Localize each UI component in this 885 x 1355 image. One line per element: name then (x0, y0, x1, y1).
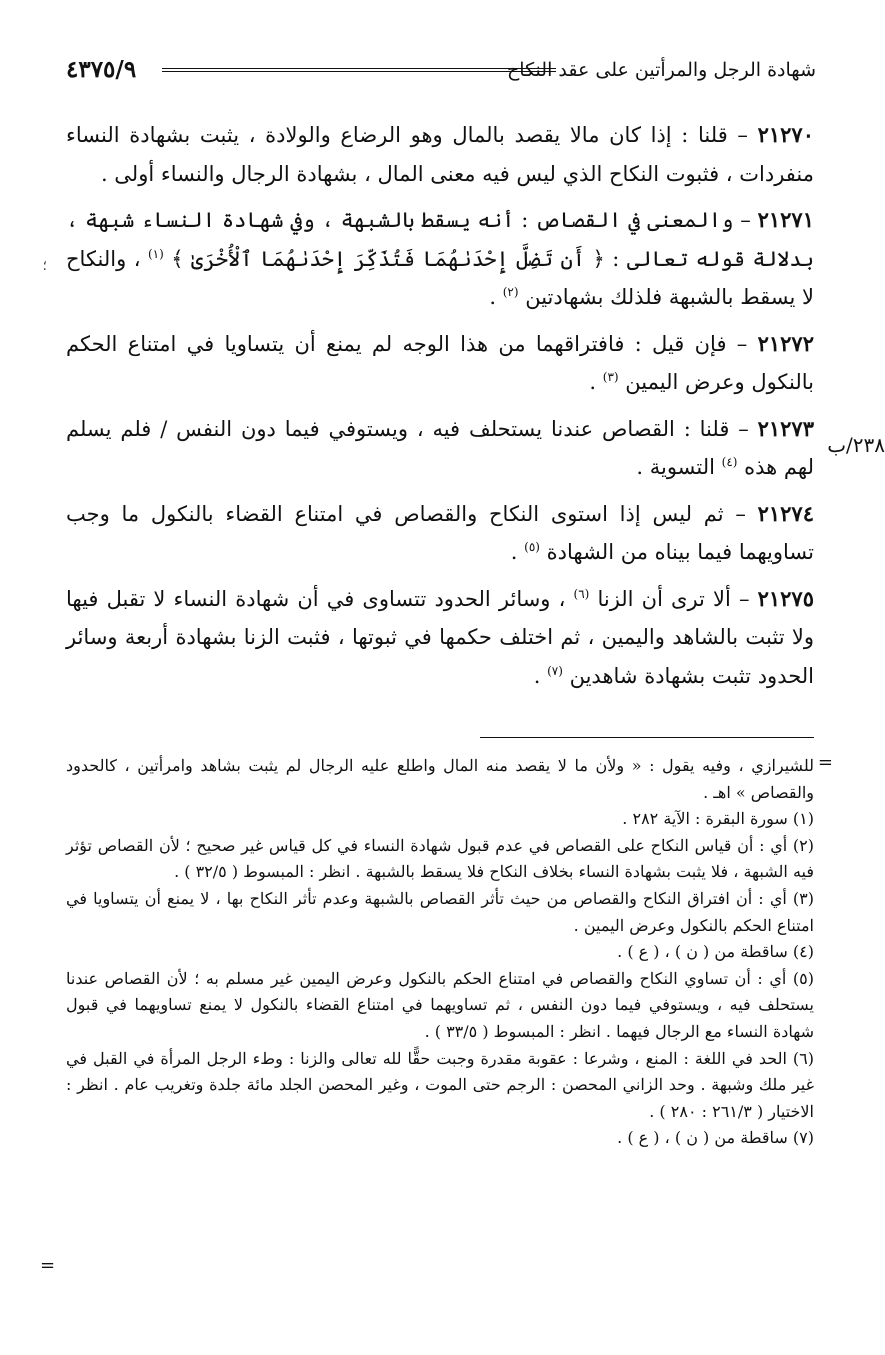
footnote-7: (٧) ساقطة من ( ن ) ، ( ع ) . (617, 1128, 814, 1148)
paragraph-text: . (489, 285, 503, 309)
paragraph-text: . (510, 540, 525, 564)
paragraph-number: ٢١٢٧٢ (757, 330, 814, 356)
paragraph-text: ، وسائر الحدود تتساوى في أن شهادة النساء لا تقبل فيها ولا تثبت بالشاهد واليمين ، ثم اختلف حكمها في ثبوتها ، فثبت الزنا بشهادة أربعة وسائر الحدود تثبت بشهادة شاهدين (66, 586, 814, 688)
paragraph-number: ٢١٢٧٤ (757, 500, 814, 526)
paragraph-text: – ألا ترى أن الزنا (589, 586, 758, 611)
footnote-4: (٤) ساقطة من ( ن ) ، ( ع ) . (617, 942, 814, 962)
paragraph-21271 (66, 201, 814, 317)
footnote-separator (480, 737, 814, 738)
manuscript-folio-note: ٢٣٨/ب (827, 433, 885, 457)
footnote-ref: (٣) (602, 370, 619, 384)
paragraph-text: – قلنا : إذا كان مالا يقصد بالمال وهو الرضاع والولادة ، يثبت بشهادة النساء منفردات ، فثبوت النكاح الذي ليس فيه معنى المال ، بشهادة الرجال والنساء أولى . (66, 123, 814, 186)
footnote-ref: (٢) (502, 285, 519, 299)
footnote-1: (١) سورة البقرة : الآية ٢٨٢ . (622, 809, 814, 829)
paragraph-21272 (66, 325, 814, 402)
footnote-ref: (٤) (721, 455, 738, 469)
paragraph-text: التسوية . (636, 455, 722, 479)
footnotes (66, 753, 814, 1152)
paragraph-number: ٢١٢٧١ (757, 207, 814, 232)
footnote-ref: (٧) (547, 663, 563, 678)
footnote-5: (٥) أي : أن تساوي النكاح والقصاص في امتناع الحكم بالنكول وعرض اليمين غير مسلم به ؛ لأن القصاص عندنا يستحلف فيه ، ويستوفي فيما دون النفس ، ثم تساويهما في امتناع القضاء بالنكول لا يمنع تساويهما في قبول شهادة النساء مع الرجال فيهما . انظر : المبسوط ( ٣٣/٥ ) . (66, 968, 814, 1041)
paragraph-21274 (66, 495, 814, 572)
paragraph-number: ٢١٢٧٠ (757, 122, 814, 147)
paragraph-number: ٢١٢٧٣ (757, 415, 814, 441)
paragraph-text: – والمعنى في القصاص : أنه يسقط بالشبهة ، وفي شهادة النساء شبهة ، بدلالة قوله تعالى : ﴿ أَن تَضِلَّ إِحْدَىٰهُمَا فَتُذَكِّرَ إِحْدَىٰهُمَا ٱلْأُخْرَىٰ ﴾ (66, 208, 815, 271)
running-title: شهادة الرجل والمرأتين على عقد النكاح (507, 59, 816, 81)
paragraph-text: ، والنكاح لا يسقط بالشبهة فلذلك بشهادتين (66, 246, 814, 309)
footnote-ref: (٦) (573, 586, 590, 601)
paragraph-21275 (66, 580, 814, 696)
paragraph-text: . (589, 370, 603, 394)
paragraph-21270 (66, 116, 814, 193)
footnote-ref: (٥) (524, 540, 540, 554)
footnote-2: (٢) أي : أن قياس النكاح على القصاص في عدم قبول شهادة النساء في كل قياس غير صحيح ؛ لأن القصاص تؤثر فيه الشبهة ، فلا يثبت بشهادة النساء بخلاف النكاح فلا يسقط بالشبهة . انظر : المبسوط ( ٣٢/٥ ) . (66, 835, 814, 882)
footnote-6: (٦) الحد في اللغة : المنع ، وشرعا : عقوبة مقدرة وجبت حقًّا لله تعالى والزنا : وطء الرجل المرأة في القبل في غير ملك وشبهة . وحد الزاني المحصن : الرجم حتى الموت ، وغير المحصن الجلد مائة جلدة وتغريب عام . انظر : الاختيار ( ٢٦١/٣ : ٢٨٠ ) . (66, 1048, 814, 1121)
paragraph-text: . (533, 663, 548, 688)
footnote-continuation-mark: = (817, 752, 833, 773)
side-mark: ؛ (42, 258, 47, 274)
footnote-ref: (١) (147, 246, 164, 261)
paragraph-text: – قلنا : القصاص عندنا يستحلف فيه ، ويستوفي فيما دون النفس / فلم يسلم لهم هذه (66, 416, 814, 479)
page-number: ٤٣٧٥/٩ (66, 56, 137, 83)
paragraph-text: – فإن قيل : فافتراقهما من هذا الوجه لم يمنع أن يتساويا في امتناع الحكم بالنكول وعرض اليمين (66, 331, 814, 394)
paragraph-number: ٢١٢٧٥ (757, 585, 814, 611)
footnote-continues-mark: = (40, 1255, 56, 1276)
paragraph-text: – ثم ليس إذا استوى النكاح والقصاص في امتناع القضاء بالنكول ما وجب تساويهما فيما بيناه من الشهادة (66, 501, 814, 564)
footnote-3: (٣) أي : أن افتراق النكاح والقصاص من حيث تأثر القصاص بالشبهة وعدم تأثر النكاح بها ، لا يمنع أن يتساويا في امتناع الحكم بالنكول وعرض اليمين . (66, 888, 815, 935)
page-header (66, 52, 816, 88)
footnote-continuation: للشيرازي ، وفيه يقول : « ولأن ما لا يقصد منه المال واطلع عليه الرجال لم يثبت بشاهد وامرأتين ، كالحدود والقصاص » اهـ . (66, 756, 814, 802)
paragraph-21273 (66, 410, 814, 487)
header-double-rule (162, 68, 556, 72)
main-text (66, 116, 814, 703)
